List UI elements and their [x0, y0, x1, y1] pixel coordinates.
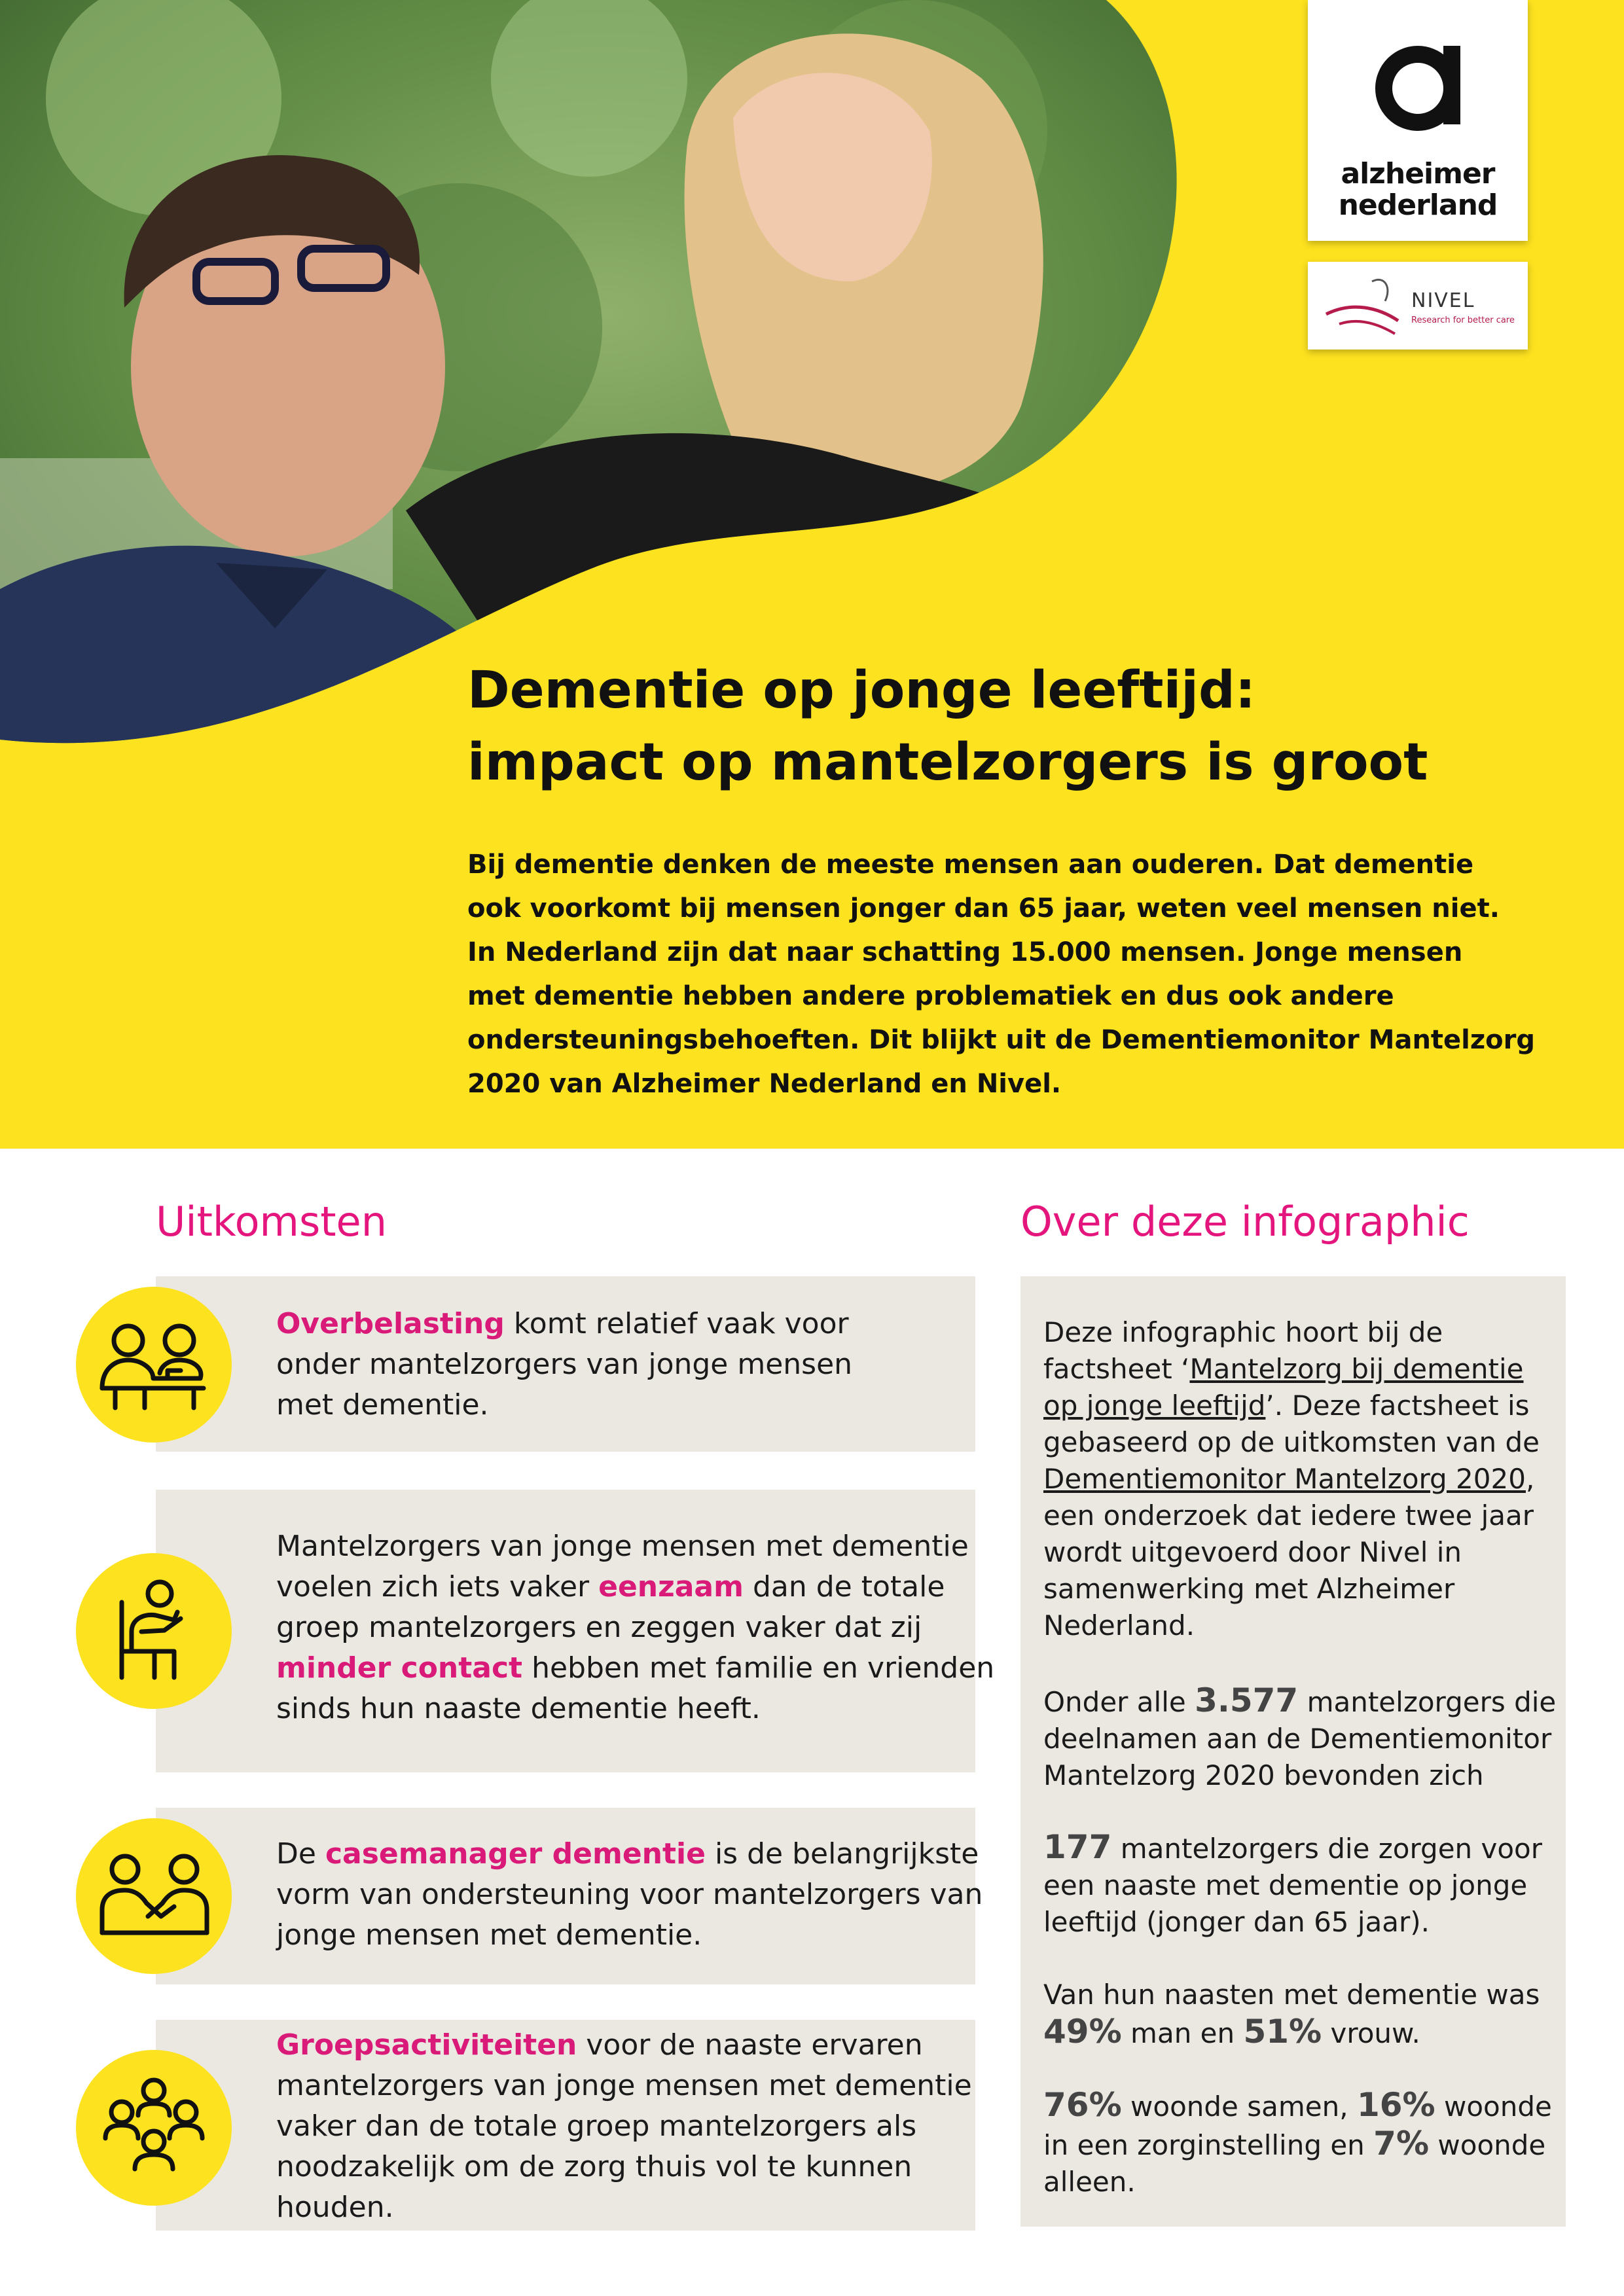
dementiemonitor-link[interactable]: Dementiemonitor Mantelzorg 2020 — [1043, 1463, 1526, 1495]
highlight-overbelasting: Overbelasting — [276, 1307, 505, 1340]
stat-female: 51% — [1243, 2013, 1322, 2051]
intro-line: Bij dementie denken de meeste mensen aan ouderen. Dat dementie — [467, 850, 1474, 880]
about-paragraph-4: Van hun naasten met dementie was 49% man en 51% vrouw. — [1043, 1979, 1540, 2051]
stat-care-institution: 16% — [1356, 2086, 1435, 2124]
stat-total-caregivers: 3.577 — [1195, 1681, 1299, 1719]
nivel-swoosh-icon — [1313, 262, 1411, 350]
intro-line: 2020 van Alzheimer Nederland en Nivel. — [467, 1069, 1062, 1099]
intro-line: In Nederland zijn dat naar schatting 15.000 mensen. Jonge mensen — [467, 937, 1463, 967]
outcome-icon-circle — [76, 2050, 232, 2206]
caregiver-burden-icon — [76, 1287, 232, 1443]
stat-young-onset-caregivers: 177 — [1043, 1828, 1112, 1866]
highlight-eenzaam: eenzaam — [598, 1570, 744, 1604]
outcome-text-3: De casemanager dementie is de belangrijkste vorm van ondersteuning voor mantelzorgers van jonge mensen met dementie. — [276, 1837, 983, 1952]
about-paragraph-1: Deze infographic hoort bij de factsheet ‘Mantelzorg bij dementie op jonge leeftijd’. Deze factsheet is gebaseerd op de uitkomsten van de Dementiemonitor Mantelzorg 2020, een onderzoek dat iedere twee jaar wordt uitgevoerd door Nivel in samenwerking met Alzheimer Nederland. — [1043, 1316, 1540, 1641]
about-paragraph-3: 177 mantelzorgers die zorgen voor een naaste met dementie op jonge leeftijd (jonger dan 65 jaar). — [1043, 1828, 1543, 1938]
factsheet-link[interactable]: Mantelzorg bij dementie — [1189, 1353, 1524, 1385]
stat-living-alone: 7% — [1373, 2125, 1430, 2162]
about-paragraph-5: 76% woonde samen, 16% woonde in een zorginstelling en 7% woonde alleen. — [1043, 2086, 1552, 2198]
highlight-casemanager: casemanager dementie — [325, 1837, 706, 1871]
title-line-1: Dementie op jonge leeftijd: — [467, 661, 1256, 720]
title-line-2: impact op mantelzorgers is groot — [467, 733, 1428, 792]
intro-line: met dementie hebben andere problematiek en dus ook andere — [467, 981, 1394, 1011]
nivel-name: NIVEL — [1411, 289, 1475, 312]
outcome-text-2: Mantelzorgers van jonge mensen met dementie voelen zich iets vaker eenzaam dan de totale groep mantelzorgers en zeggen vaker dat zij minder contact hebben met familie en vrienden sinds hun naaste dementie heeft. — [276, 1530, 995, 1725]
highlight-minder-contact: minder contact — [276, 1651, 523, 1685]
outcome-icon-circle — [76, 1553, 232, 1709]
intro-paragraph — [467, 843, 1567, 1106]
alzheimer-logo-line2: nederland — [1338, 188, 1498, 222]
outcomes-heading: Uitkomsten — [156, 1198, 387, 1246]
outcome-icon-circle — [76, 1287, 232, 1443]
outcome-icon-circle — [76, 1818, 232, 1974]
outcome-text-1: Overbelasting komt relatief vaak voor onder mantelzorgers van jonge mensen met dementie. — [276, 1307, 853, 1422]
alzheimer-logo-line1: alzheimer — [1341, 157, 1495, 190]
lonely-person-icon — [76, 1553, 232, 1709]
intro-line: ondersteuningsbehoeften. Dit blijkt uit de Dementiemonitor Mantelzorg — [467, 1025, 1536, 1055]
intro-line: ook voorkomt bij mensen jonger dan 65 jaar, weten veel mensen niet. — [467, 893, 1500, 924]
alzheimer-logo — [1308, 0, 1528, 241]
group-icon — [76, 2050, 232, 2206]
factsheet-link-cont[interactable]: op jonge leeftijd — [1043, 1390, 1266, 1422]
nivel-tagline: Research for better care — [1411, 315, 1515, 325]
highlight-groepsactiviteiten: Groepsactiviteiten — [276, 2028, 577, 2062]
nivel-logo — [1308, 262, 1528, 350]
outcome-text-4: Groepsactiviteiten voor de naaste ervaren mantelzorgers van jonge mensen met dementie vaker dan de totale groep mantelzorgers als noodzakelijk om de zorg thuis vol te kunnen houden. — [276, 2028, 972, 2224]
stat-male: 49% — [1043, 2013, 1122, 2051]
about-paragraph-2: Onder alle 3.577 mantelzorgers die deelnamen aan de Dementiemonitor Mantelzorg 2020 bevonden zich — [1043, 1681, 1557, 1791]
stat-living-together: 76% — [1043, 2086, 1122, 2124]
about-heading: Over deze infographic — [1020, 1198, 1470, 1246]
page-title — [467, 655, 1580, 798]
handshake-icon — [76, 1818, 232, 1974]
